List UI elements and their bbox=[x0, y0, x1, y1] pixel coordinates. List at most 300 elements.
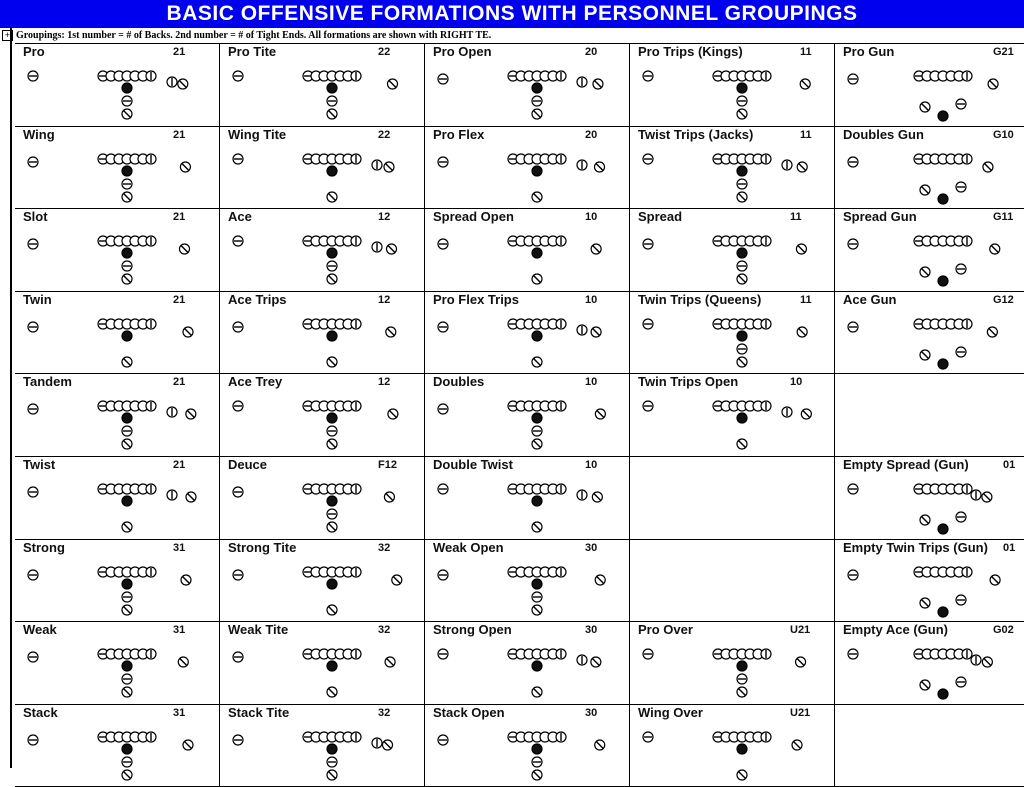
formation-cell bbox=[630, 209, 835, 292]
lineman-symbol bbox=[761, 154, 771, 164]
back-symbol bbox=[122, 357, 132, 367]
back-symbol bbox=[532, 192, 542, 202]
receiver-symbol bbox=[990, 244, 1000, 254]
quarterback-symbol bbox=[737, 744, 747, 754]
back-symbol bbox=[122, 179, 132, 189]
quarterback-symbol bbox=[327, 744, 337, 754]
formation-cell bbox=[15, 457, 220, 540]
lineman-symbol bbox=[146, 649, 156, 659]
personnel-code: 32 bbox=[378, 624, 391, 637]
lineman-symbol bbox=[351, 732, 361, 742]
back-symbol bbox=[122, 674, 132, 684]
back-symbol bbox=[327, 96, 337, 106]
back-symbol bbox=[956, 677, 966, 687]
receiver-symbol bbox=[438, 649, 448, 659]
formation-name: Spread Gun bbox=[843, 209, 917, 225]
formation-name: Doubles Gun bbox=[843, 126, 924, 142]
back-symbol bbox=[122, 770, 132, 780]
back-symbol bbox=[327, 509, 337, 519]
back-symbol bbox=[327, 522, 337, 532]
receiver-symbol bbox=[233, 71, 243, 81]
receiver-symbol bbox=[848, 74, 858, 84]
receiver-symbol bbox=[643, 154, 653, 164]
formation-cell bbox=[220, 457, 425, 540]
receiver-symbol bbox=[28, 239, 38, 249]
empty-cell bbox=[630, 540, 835, 623]
back-symbol bbox=[122, 522, 132, 532]
back-symbol bbox=[122, 426, 132, 436]
receiver-symbol bbox=[386, 327, 396, 337]
quarterback-symbol bbox=[122, 661, 132, 671]
formation-name: Stack bbox=[23, 704, 58, 720]
back-symbol bbox=[122, 96, 132, 106]
receiver-symbol bbox=[179, 244, 189, 254]
back-symbol bbox=[122, 274, 132, 284]
lineman-symbol bbox=[761, 732, 771, 742]
formation-cell bbox=[15, 127, 220, 210]
receiver-symbol bbox=[848, 484, 858, 494]
receiver-symbol bbox=[386, 244, 396, 254]
receiver-symbol bbox=[800, 79, 810, 89]
formation-name: Wing bbox=[23, 126, 55, 142]
lineman-symbol bbox=[761, 401, 771, 411]
lineman-symbol bbox=[351, 154, 361, 164]
receiver-symbol bbox=[392, 575, 402, 585]
back-symbol bbox=[327, 261, 337, 271]
lineman-symbol bbox=[146, 484, 156, 494]
lineman-symbol bbox=[146, 732, 156, 742]
personnel-code: 21 bbox=[173, 46, 186, 58]
receiver-symbol bbox=[987, 327, 997, 337]
quarterback-symbol bbox=[737, 248, 747, 258]
back-symbol bbox=[122, 687, 132, 697]
back-symbol bbox=[737, 261, 747, 271]
back-symbol bbox=[532, 687, 542, 697]
personnel-code: 32 bbox=[378, 706, 391, 719]
formation-name: Pro Over bbox=[638, 622, 693, 638]
receiver-symbol bbox=[848, 157, 858, 167]
lineman-symbol bbox=[962, 484, 972, 494]
quarterback-symbol bbox=[122, 166, 132, 176]
receiver-symbol bbox=[577, 325, 587, 335]
quarterback-symbol bbox=[532, 413, 542, 423]
personnel-code: 31 bbox=[173, 706, 186, 719]
receiver-symbol bbox=[28, 404, 38, 414]
back-symbol bbox=[920, 598, 930, 608]
quarterback-symbol bbox=[532, 331, 542, 341]
receiver-symbol bbox=[28, 157, 38, 167]
formation-cell bbox=[835, 540, 1024, 623]
quarterback-symbol bbox=[938, 194, 948, 204]
back-symbol bbox=[327, 109, 337, 119]
receiver-symbol bbox=[990, 575, 1000, 585]
back-symbol bbox=[956, 99, 966, 109]
left-border bbox=[10, 28, 12, 768]
receiver-symbol bbox=[233, 154, 243, 164]
back-symbol bbox=[920, 102, 930, 112]
formation-cell bbox=[15, 374, 220, 457]
back-symbol bbox=[737, 770, 747, 780]
personnel-code: 11 bbox=[800, 128, 812, 141]
formation-cell bbox=[220, 540, 425, 623]
receiver-symbol bbox=[372, 738, 382, 748]
formation-cell bbox=[220, 374, 425, 457]
receiver-symbol bbox=[438, 157, 448, 167]
quarterback-symbol bbox=[532, 248, 542, 258]
personnel-code: G02 bbox=[993, 624, 1014, 637]
quarterback-symbol bbox=[122, 413, 132, 423]
personnel-code: 22 bbox=[378, 46, 391, 58]
back-symbol bbox=[956, 264, 966, 274]
back-symbol bbox=[532, 274, 542, 284]
back-symbol bbox=[327, 274, 337, 284]
quarterback-symbol bbox=[938, 276, 948, 286]
formation-cell bbox=[835, 457, 1024, 540]
lineman-symbol bbox=[761, 71, 771, 81]
lineman-symbol bbox=[351, 71, 361, 81]
back-symbol bbox=[122, 757, 132, 767]
formation-cell bbox=[220, 44, 425, 127]
back-symbol bbox=[327, 439, 337, 449]
receiver-symbol bbox=[28, 487, 38, 497]
lineman-symbol bbox=[146, 319, 156, 329]
back-symbol bbox=[920, 515, 930, 525]
lineman-symbol bbox=[962, 236, 972, 246]
back-symbol bbox=[532, 109, 542, 119]
receiver-symbol bbox=[438, 570, 448, 580]
quarterback-symbol bbox=[122, 248, 132, 258]
quarterback-symbol bbox=[532, 166, 542, 176]
receiver-symbol bbox=[595, 409, 605, 419]
receiver-symbol bbox=[577, 655, 587, 665]
back-symbol bbox=[532, 96, 542, 106]
formation-name: Empty Spread (Gun) bbox=[843, 456, 969, 472]
quarterback-symbol bbox=[938, 359, 948, 369]
formation-cell bbox=[15, 540, 220, 623]
empty-cell bbox=[835, 374, 1024, 457]
lineman-symbol bbox=[761, 649, 771, 659]
formation-name: Empty Twin Trips (Gun) bbox=[843, 539, 988, 555]
back-symbol bbox=[737, 192, 747, 202]
receiver-symbol bbox=[233, 652, 243, 662]
formation-cell bbox=[425, 44, 630, 127]
receiver-symbol bbox=[167, 77, 177, 87]
receiver-symbol bbox=[592, 492, 602, 502]
formation-name: Spread bbox=[638, 209, 683, 225]
back-symbol bbox=[920, 267, 930, 277]
personnel-code: 21 bbox=[173, 376, 186, 389]
back-symbol bbox=[737, 96, 747, 106]
formation-name: Double Twist bbox=[433, 456, 513, 472]
receiver-symbol bbox=[438, 484, 448, 494]
formation-name: Pro Tite bbox=[228, 44, 277, 59]
lineman-symbol bbox=[146, 236, 156, 246]
back-symbol bbox=[737, 344, 747, 354]
receiver-symbol bbox=[591, 244, 601, 254]
back-symbol bbox=[956, 512, 966, 522]
formation-name: Wing Over bbox=[638, 704, 703, 720]
formation-cell bbox=[15, 622, 220, 705]
back-symbol bbox=[532, 357, 542, 367]
personnel-code: 12 bbox=[378, 211, 391, 224]
quarterback-symbol bbox=[938, 524, 948, 534]
formation-name: Ace Gun bbox=[843, 291, 897, 307]
formation-name: Twist Trips (Jacks) bbox=[638, 126, 754, 142]
receiver-symbol bbox=[643, 239, 653, 249]
formation-cell bbox=[15, 705, 220, 787]
back-symbol bbox=[327, 757, 337, 767]
formation-cell bbox=[15, 44, 220, 127]
personnel-code: U21 bbox=[790, 624, 811, 637]
back-symbol bbox=[327, 770, 337, 780]
receiver-symbol bbox=[577, 77, 587, 87]
personnel-code: U21 bbox=[790, 706, 811, 719]
formation-name: Strong Open bbox=[433, 622, 512, 638]
lineman-symbol bbox=[351, 484, 361, 494]
groupings-note-text: Groupings: 1st number = # of Backs. 2nd number = # of Tight Ends. All formations are shown with RIGHT TE. bbox=[16, 30, 492, 41]
formation-name: Pro Gun bbox=[843, 44, 895, 59]
quarterback-symbol bbox=[532, 579, 542, 589]
lineman-symbol bbox=[146, 401, 156, 411]
receiver-symbol bbox=[438, 74, 448, 84]
formation-cell bbox=[425, 705, 630, 787]
formation-cell bbox=[630, 705, 835, 787]
back-symbol bbox=[532, 426, 542, 436]
lineman-symbol bbox=[556, 154, 566, 164]
back-symbol bbox=[327, 426, 337, 436]
receiver-symbol bbox=[595, 740, 605, 750]
lineman-symbol bbox=[556, 71, 566, 81]
quarterback-symbol bbox=[327, 496, 337, 506]
receiver-symbol bbox=[848, 239, 858, 249]
formation-cell bbox=[220, 622, 425, 705]
empty-cell bbox=[835, 705, 1024, 787]
receiver-symbol bbox=[28, 570, 38, 580]
formation-name: Strong bbox=[23, 539, 65, 555]
personnel-code: 12 bbox=[378, 376, 391, 389]
receiver-symbol bbox=[167, 490, 177, 500]
lineman-symbol bbox=[556, 567, 566, 577]
receiver-symbol bbox=[438, 735, 448, 745]
receiver-symbol bbox=[180, 162, 190, 172]
receiver-symbol bbox=[372, 160, 382, 170]
receiver-symbol bbox=[595, 162, 605, 172]
personnel-code: 10 bbox=[790, 376, 803, 389]
receiver-symbol bbox=[233, 487, 243, 497]
formation-cell bbox=[15, 209, 220, 292]
quarterback-symbol bbox=[327, 579, 337, 589]
formation-name: Pro Open bbox=[433, 44, 492, 59]
quarterback-symbol bbox=[327, 248, 337, 258]
groupings-note bbox=[2, 29, 491, 43]
formation-name: Strong Tite bbox=[228, 539, 297, 555]
formation-name: Tandem bbox=[23, 374, 72, 390]
formation-cell bbox=[425, 374, 630, 457]
personnel-code: 12 bbox=[378, 293, 391, 306]
back-symbol bbox=[532, 439, 542, 449]
formation-cell bbox=[220, 127, 425, 210]
formation-name: Twin Trips (Queens) bbox=[638, 291, 762, 307]
back-symbol bbox=[122, 592, 132, 602]
receiver-symbol bbox=[848, 322, 858, 332]
receiver-symbol bbox=[595, 575, 605, 585]
formation-cell bbox=[15, 292, 220, 375]
expand-toggle-icon[interactable]: + bbox=[2, 30, 13, 41]
receiver-symbol bbox=[181, 575, 191, 585]
personnel-code: 21 bbox=[173, 211, 186, 224]
quarterback-symbol bbox=[122, 331, 132, 341]
personnel-code: 11 bbox=[800, 46, 812, 58]
lineman-symbol bbox=[962, 567, 972, 577]
receiver-symbol bbox=[372, 242, 382, 252]
receiver-symbol bbox=[982, 657, 992, 667]
receiver-symbol bbox=[983, 162, 993, 172]
receiver-symbol bbox=[384, 162, 394, 172]
lineman-symbol bbox=[146, 154, 156, 164]
lineman-symbol bbox=[556, 649, 566, 659]
lineman-symbol bbox=[351, 401, 361, 411]
formation-name: Weak Open bbox=[433, 539, 504, 555]
back-symbol bbox=[327, 192, 337, 202]
formation-name: Pro bbox=[23, 44, 45, 59]
lineman-symbol bbox=[761, 236, 771, 246]
formation-name: Wing Tite bbox=[228, 126, 287, 142]
receiver-symbol bbox=[28, 652, 38, 662]
page-title: BASIC OFFENSIVE FORMATIONS WITH PERSONNEL GROUPINGS bbox=[0, 0, 1024, 28]
formation-cell bbox=[425, 457, 630, 540]
receiver-symbol bbox=[643, 401, 653, 411]
formation-cell bbox=[425, 209, 630, 292]
receiver-symbol bbox=[577, 490, 587, 500]
quarterback-symbol bbox=[327, 661, 337, 671]
quarterback-symbol bbox=[327, 331, 337, 341]
quarterback-symbol bbox=[327, 413, 337, 423]
personnel-code: 30 bbox=[585, 624, 598, 637]
quarterback-symbol bbox=[737, 166, 747, 176]
receiver-symbol bbox=[183, 327, 193, 337]
lineman-symbol bbox=[351, 567, 361, 577]
receiver-symbol bbox=[643, 319, 653, 329]
receiver-symbol bbox=[438, 322, 448, 332]
back-symbol bbox=[737, 439, 747, 449]
receiver-symbol bbox=[167, 407, 177, 417]
receiver-symbol bbox=[383, 740, 393, 750]
receiver-symbol bbox=[643, 649, 653, 659]
personnel-code: 21 bbox=[173, 128, 186, 141]
quarterback-symbol bbox=[938, 111, 948, 121]
personnel-code: 10 bbox=[585, 376, 598, 389]
quarterback-symbol bbox=[122, 496, 132, 506]
back-symbol bbox=[532, 592, 542, 602]
formation-name: Twin bbox=[23, 291, 52, 307]
personnel-code: 11 bbox=[800, 293, 812, 306]
formation-cell bbox=[425, 292, 630, 375]
back-symbol bbox=[122, 192, 132, 202]
empty-cell bbox=[630, 457, 835, 540]
lineman-symbol bbox=[962, 154, 972, 164]
personnel-code: 01 bbox=[1003, 541, 1016, 554]
personnel-code: 31 bbox=[173, 541, 186, 554]
formation-name: Pro Flex bbox=[433, 126, 485, 142]
formation-cell bbox=[630, 622, 835, 705]
back-symbol bbox=[532, 757, 542, 767]
receiver-symbol bbox=[233, 401, 243, 411]
receiver-symbol bbox=[848, 570, 858, 580]
receiver-symbol bbox=[797, 162, 807, 172]
receiver-symbol bbox=[796, 657, 806, 667]
back-symbol bbox=[122, 109, 132, 119]
formation-name: Stack Tite bbox=[228, 704, 290, 720]
formation-name: Twin Trips Open bbox=[638, 374, 739, 390]
back-symbol bbox=[532, 522, 542, 532]
formation-name: Stack Open bbox=[433, 704, 505, 720]
formation-cell bbox=[425, 622, 630, 705]
personnel-code: 30 bbox=[585, 541, 598, 554]
quarterback-symbol bbox=[532, 83, 542, 93]
back-symbol bbox=[122, 261, 132, 271]
receiver-symbol bbox=[178, 657, 188, 667]
lineman-symbol bbox=[146, 71, 156, 81]
formations-grid bbox=[15, 43, 1024, 768]
quarterback-symbol bbox=[938, 607, 948, 617]
back-symbol bbox=[737, 179, 747, 189]
receiver-symbol bbox=[593, 79, 603, 89]
receiver-symbol bbox=[385, 657, 395, 667]
receiver-symbol bbox=[643, 71, 653, 81]
back-symbol bbox=[737, 109, 747, 119]
formation-name: Ace Trips bbox=[228, 291, 287, 307]
receiver-symbol bbox=[28, 322, 38, 332]
personnel-code: 32 bbox=[378, 541, 391, 554]
quarterback-symbol bbox=[327, 83, 337, 93]
back-symbol bbox=[956, 182, 966, 192]
formation-name: Pro Trips (Kings) bbox=[638, 44, 743, 59]
quarterback-symbol bbox=[737, 661, 747, 671]
personnel-code: 10 bbox=[585, 211, 598, 224]
receiver-symbol bbox=[178, 79, 188, 89]
receiver-symbol bbox=[438, 239, 448, 249]
formation-name: Spread Open bbox=[433, 209, 514, 225]
receiver-symbol bbox=[591, 327, 601, 337]
formation-cell bbox=[630, 127, 835, 210]
lineman-symbol bbox=[556, 484, 566, 494]
personnel-code: G12 bbox=[993, 293, 1014, 306]
personnel-code: 10 bbox=[585, 293, 598, 306]
receiver-symbol bbox=[591, 657, 601, 667]
lineman-symbol bbox=[146, 567, 156, 577]
formation-cell bbox=[835, 44, 1024, 127]
back-symbol bbox=[327, 605, 337, 615]
formation-name: Weak bbox=[23, 622, 57, 638]
formation-cell bbox=[630, 292, 835, 375]
formation-name: Pro Flex Trips bbox=[433, 291, 519, 307]
back-symbol bbox=[920, 185, 930, 195]
receiver-symbol bbox=[438, 404, 448, 414]
personnel-code: 31 bbox=[173, 624, 186, 637]
formation-name: Slot bbox=[23, 209, 48, 225]
back-symbol bbox=[920, 350, 930, 360]
quarterback-symbol bbox=[532, 661, 542, 671]
receiver-symbol bbox=[186, 409, 196, 419]
personnel-code: G11 bbox=[993, 211, 1014, 224]
personnel-code: 11 bbox=[790, 211, 802, 224]
quarterback-symbol bbox=[938, 689, 948, 699]
quarterback-symbol bbox=[122, 579, 132, 589]
lineman-symbol bbox=[962, 649, 972, 659]
receiver-symbol bbox=[233, 735, 243, 745]
personnel-code: G21 bbox=[993, 46, 1014, 58]
personnel-code: F12 bbox=[378, 458, 397, 471]
